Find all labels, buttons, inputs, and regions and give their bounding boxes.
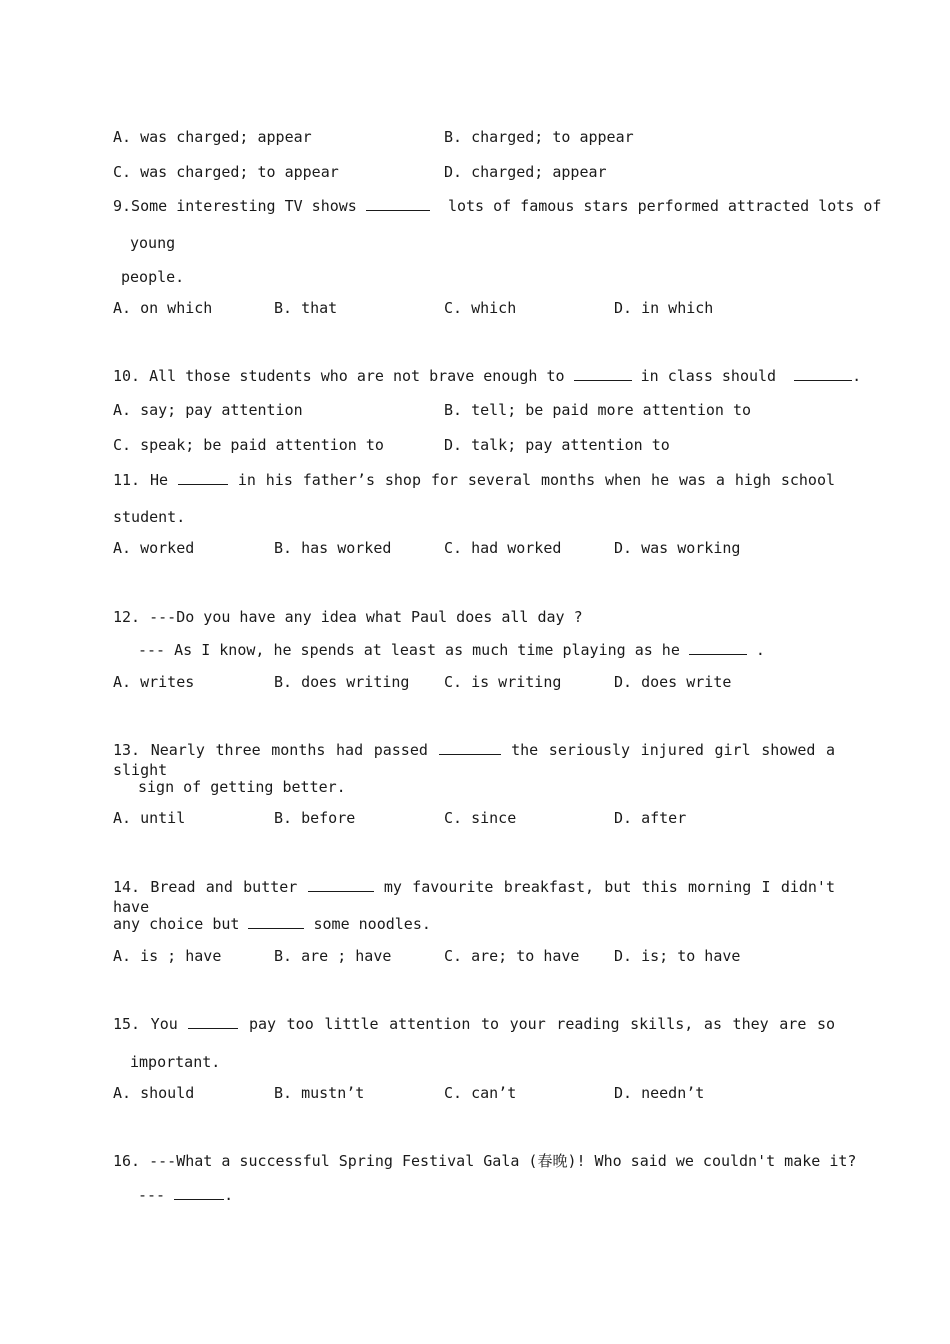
- q12-option-b: B. does writing: [274, 673, 410, 691]
- q14-option-d: D. is; to have: [614, 947, 741, 965]
- q16-blank: [174, 1185, 224, 1200]
- q8-option-c: C. was charged; to appear: [113, 163, 339, 181]
- q14-stem-before: 14. Bread and butter: [113, 878, 298, 896]
- q12-line2-end: .: [755, 641, 765, 659]
- q13-option-a: A. until: [113, 809, 186, 827]
- q8-option-a: A. was charged; appear: [113, 128, 312, 146]
- q11-stem-before: 11. He: [113, 471, 169, 489]
- q12-option-c: C. is writing: [444, 673, 562, 691]
- q14-stem-cont-after: some noodles.: [313, 915, 431, 933]
- q11-stem-cont: student.: [113, 508, 186, 526]
- q13-stem-cont: sign of getting better.: [138, 778, 346, 796]
- q10-stem-before: 10. All those students who are not brave enough to: [113, 367, 565, 385]
- q9-option-d: D. in which: [614, 299, 714, 317]
- q12-line2-before: --- As I know, he spends at least as much time playing as he: [138, 641, 680, 659]
- q14-option-c: C. are; to have: [444, 947, 580, 965]
- q16-line2-before: ---: [138, 1186, 166, 1204]
- q16-line2-end: .: [224, 1186, 234, 1204]
- q10-option-d: D. talk; pay attention to: [444, 436, 670, 454]
- q13-blank: [439, 740, 501, 755]
- q10-blank-2: [794, 366, 852, 381]
- q10-option-b: B. tell; be paid more attention to: [444, 401, 752, 419]
- q9-option-a: A. on which: [113, 299, 213, 317]
- q12-option-a: A. writes: [113, 673, 195, 691]
- q11-option-a: A. worked: [113, 539, 195, 557]
- q13-option-d: D. after: [614, 809, 687, 827]
- q13-stem-before: 13. Nearly three months had passed: [113, 741, 428, 759]
- q14-option-b: B. are ; have: [274, 947, 392, 965]
- q14-option-a: A. is ; have: [113, 947, 222, 965]
- q15-stem-after: pay too little attention to your reading skills, as they are so: [248, 1015, 836, 1033]
- q15-stem-cont: important.: [130, 1053, 221, 1071]
- q14-stem-after: my favourite breakfast, but this morning I didn't have: [113, 878, 835, 916]
- q9-option-c: C. which: [444, 299, 517, 317]
- q13-option-c: C. since: [444, 809, 517, 827]
- q14-stem: [113, 877, 835, 917]
- q10-blank-1: [574, 366, 632, 381]
- q15-option-b: B. mustn’t: [274, 1084, 365, 1102]
- q11-stem: [113, 470, 835, 490]
- q13-stem: [113, 740, 835, 780]
- q10-option-c: C. speak; be paid attention to: [113, 436, 384, 454]
- q15-stem-before: 15. You: [113, 1015, 178, 1033]
- q12-line1: 12. ---Do you have any idea what Paul does all day ?: [113, 608, 583, 626]
- q16-line1: 16. ---What a successful Spring Festival Gala (春晚)! Who said we couldn't make it?: [113, 1152, 857, 1170]
- q15-option-c: C. can’t: [444, 1084, 517, 1102]
- q10-option-a: A. say; pay attention: [113, 401, 303, 419]
- q9-stem-cont2: people.: [121, 268, 185, 286]
- q10-stem-end: .: [852, 367, 862, 385]
- q14-stem-cont: [113, 914, 431, 934]
- q12-option-d: D. does write: [614, 673, 732, 691]
- q14-blank-1: [308, 877, 374, 892]
- q11-option-d: D. was working: [614, 539, 741, 557]
- q9-option-b: B. that: [274, 299, 338, 317]
- q15-option-d: D. needn’t: [614, 1084, 705, 1102]
- q13-option-b: B. before: [274, 809, 356, 827]
- q9-stem-after: lots of famous stars performed attracted lots of: [447, 197, 882, 215]
- q9-blank: [366, 196, 430, 211]
- q11-option-c: C. had worked: [444, 539, 562, 557]
- q9-stem-before: 9.Some interesting TV shows: [113, 197, 357, 215]
- q15-option-a: A. should: [113, 1084, 195, 1102]
- q15-blank: [188, 1014, 238, 1029]
- q16-line2: [138, 1185, 233, 1205]
- q11-blank: [178, 470, 228, 485]
- q10-stem-mid: in class should: [640, 367, 777, 385]
- q8-option-b: B. charged; to appear: [444, 128, 634, 146]
- q8-option-d: D. charged; appear: [444, 163, 607, 181]
- q12-blank: [689, 640, 747, 655]
- q10-stem: [113, 366, 861, 386]
- q11-stem-after: in his father’s shop for several months when he was a high school: [237, 471, 836, 489]
- q15-stem: [113, 1014, 835, 1034]
- q14-stem-cont-before: any choice but: [113, 915, 240, 933]
- q12-line2: [138, 640, 765, 660]
- q11-option-b: B. has worked: [274, 539, 392, 557]
- q9-stem: [113, 196, 881, 216]
- q14-blank-2: [248, 914, 304, 929]
- q13-stem-after: the seriously injured girl showed a slight: [113, 741, 836, 779]
- q9-stem-cont1: young: [130, 234, 176, 252]
